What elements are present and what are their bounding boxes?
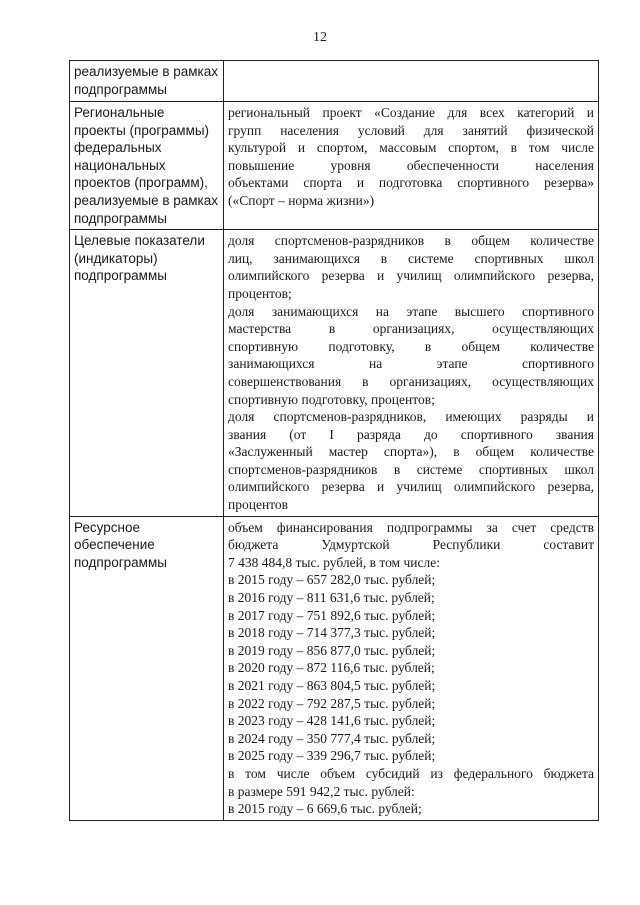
- label-line: Ресурсное: [74, 519, 140, 535]
- row-label: [70, 516, 224, 820]
- row-label: [70, 102, 224, 230]
- value-line: мастерства в организациях, осуществляющих: [228, 321, 594, 337]
- value-line: доля спортсменов-разрядников, имеющих разряды и: [228, 409, 594, 425]
- label-line: реализуемые в рамках: [74, 192, 219, 208]
- label-line: проекты (программы): [74, 122, 210, 138]
- table-row-subprogram-continuation: [70, 61, 599, 102]
- value-line: совершенствования в организациях, осуществляющих: [228, 373, 594, 389]
- funding-year-line: в 2022 году – 792 287,5 тыс. рублей;: [228, 695, 436, 711]
- funding-year-line: в 2018 году – 714 377,3 тыс. рублей;: [228, 625, 436, 641]
- value-line: доля спортсменов-разрядников в общем количестве: [228, 233, 594, 249]
- value-line: объем финансирования подпрограммы за счет средств: [228, 519, 594, 535]
- row-value-empty: [224, 61, 599, 102]
- label-line: обеспечение: [74, 537, 155, 553]
- value-line: региональный проект «Создание для всех категорий и: [228, 105, 594, 120]
- funding-year-line: в 2015 году – 6 669,6 тыс. рублей;: [228, 801, 422, 817]
- value-line: лиц, занимающихся в системе спортивных школ: [228, 250, 594, 266]
- value-line: звания (от I разряда до спортивного звания: [228, 426, 594, 442]
- value-line: («Спорт – норма жизни»): [228, 192, 375, 208]
- value-line: спортсменов-разрядников в системе спортивных школ: [228, 461, 594, 477]
- funding-year-line: в 2016 году – 811 631,6 тыс. рублей;: [228, 590, 435, 606]
- row-value: [224, 102, 599, 230]
- funding-year-line: в 2023 году – 428 141,6 тыс. рублей;: [228, 713, 436, 729]
- value-line: спортивную подготовку, процентов;: [228, 391, 435, 407]
- label-line: Региональные: [74, 105, 165, 120]
- page-number: 12: [313, 30, 327, 45]
- row-label: [70, 230, 224, 517]
- value-line: доля занимающихся на этапе высшего спортивного: [228, 303, 594, 319]
- value-line: олимпийского резерва и училищ олимпийского резерва,: [228, 479, 594, 495]
- label-line: федеральных: [74, 140, 162, 156]
- label-line: подпрограммы: [74, 268, 167, 284]
- label-line: подпрограммы: [74, 210, 167, 226]
- value-line: олимпийского резерва и училищ олимпийского резерва,: [228, 268, 594, 284]
- label-line: проектов (программ),: [74, 175, 208, 191]
- table-row-resource-provision: [70, 516, 599, 820]
- value-line: культурой и спортом, массовым спортом, в том числе: [228, 140, 594, 156]
- value-line: в том числе объем субсидий из федерального бюджета: [228, 765, 594, 781]
- value-line: в размере 591 942,2 тыс. рублей:: [228, 783, 415, 799]
- row-label: [70, 61, 224, 102]
- funding-year-line: в 2020 году – 872 116,6 тыс. рублей;: [228, 660, 435, 676]
- funding-year-line: в 2025 году – 339 296,7 тыс. рублей;: [228, 748, 436, 764]
- value-line: бюджета Удмуртской Республики составит: [228, 537, 594, 553]
- funding-year-line: в 2017 году – 751 892,6 тыс. рублей;: [228, 607, 436, 623]
- label-line: реализуемые в рамках: [74, 64, 219, 79]
- label-line: (индикаторы): [74, 250, 158, 266]
- label-line: национальных: [74, 157, 166, 173]
- label-line: подпрограммы: [74, 81, 167, 97]
- label-line: подпрограммы: [74, 554, 167, 570]
- label-line: Целевые показатели: [74, 233, 205, 249]
- funding-year-line: в 2015 году – 657 282,0 тыс. рублей;: [228, 572, 436, 588]
- value-line: процентов;: [228, 285, 292, 301]
- value-line: 7 438 484,8 тыс. рублей, в том числе:: [228, 554, 440, 570]
- value-line: групп населения условий для занятий физической: [228, 122, 594, 138]
- value-line: занимающихся на этапе спортивного: [228, 356, 594, 372]
- value-line: объектами спорта и подготовка спортивного резерва»: [228, 175, 594, 191]
- funding-year-line: в 2021 году – 863 804,5 тыс. рублей;: [228, 678, 436, 693]
- row-value: [224, 230, 599, 517]
- table-row-target-indicators: [70, 230, 599, 517]
- table-row-regional-projects: [70, 102, 599, 230]
- value-line: «Заслуженный мастер спорта»), в общем количестве: [228, 444, 594, 460]
- value-line: процентов: [228, 497, 289, 513]
- row-value: [224, 516, 599, 820]
- funding-year-line: в 2019 году – 856 877,0 тыс. рублей;: [228, 642, 436, 658]
- funding-year-line: в 2024 году – 350 777,4 тыс. рублей;: [228, 730, 436, 746]
- value-line: повышение уровня обеспеченности населения: [228, 157, 594, 173]
- subprogram-passport-table: [69, 60, 599, 821]
- value-line: спортивную подготовку, в общем количестве: [228, 338, 594, 354]
